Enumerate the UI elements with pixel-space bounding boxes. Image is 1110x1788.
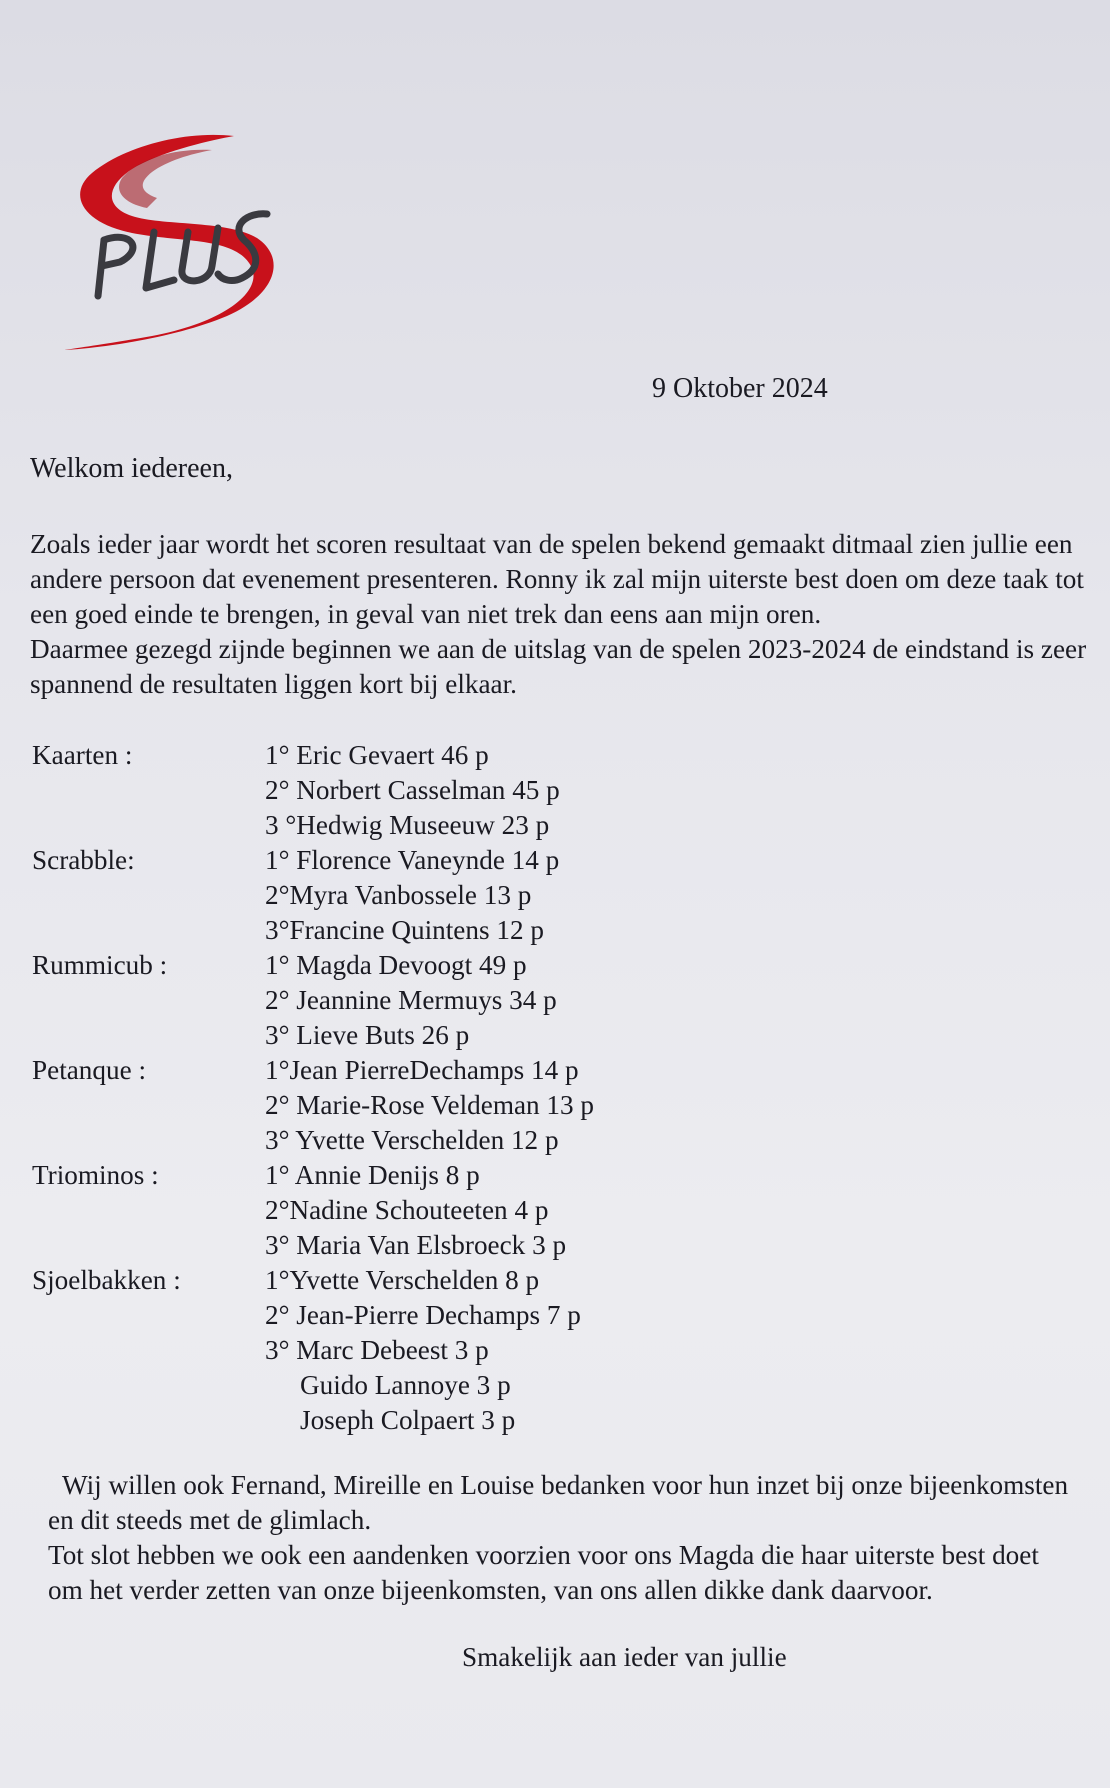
ranking-entry: 2° Norbert Casselman 45 p bbox=[265, 775, 560, 805]
ranking-entry: 1° Florence Vaneynde 14 p bbox=[265, 845, 560, 875]
result-row bbox=[30, 843, 730, 878]
ranking-entry: 1°Yvette Verschelden 8 p bbox=[265, 1265, 540, 1295]
intro-paragraph: Zoals ieder jaar wordt het scoren resultaat van de spelen bekend gemaakt ditmaal zien jullie een andere persoon dat evenement presenteren. Ronny ik zal mijn uiterste best doen om deze taak tot een goed einde te brengen, in geval van niet trek dan eens aan mijn oren. bbox=[30, 529, 1084, 629]
ranking-entry: 3° Maria Van Elsbroeck 3 p bbox=[265, 1230, 567, 1260]
result-row bbox=[30, 913, 730, 948]
result-row bbox=[30, 773, 730, 808]
result-row bbox=[30, 1263, 730, 1298]
results-list bbox=[30, 738, 730, 1438]
result-row bbox=[30, 1193, 730, 1228]
ranking-entry: 1° Annie Denijs 8 p bbox=[265, 1160, 480, 1190]
result-row bbox=[30, 1368, 730, 1403]
result-row bbox=[30, 1088, 730, 1123]
ranking-entry: Guido Lannoye 3 p bbox=[300, 1370, 511, 1400]
closing-line: Smakelijk aan ieder van jullie bbox=[462, 1642, 787, 1672]
ranking-entry: 3° Yvette Verschelden 12 p bbox=[265, 1125, 559, 1155]
ranking-entry: 3° Lieve Buts 26 p bbox=[265, 1020, 470, 1050]
intro-paragraph: Daarmee gezegd zijnde beginnen we aan de uitslag van de spelen 2023-2024 de eindstand is zeer spannend de resultaten liggen kort bij elkaar. bbox=[30, 634, 1087, 699]
ranking-entry: 1°Jean PierreDechamps 14 p bbox=[265, 1055, 579, 1085]
ranking-entry: 3° Marc Debeest 3 p bbox=[265, 1335, 489, 1365]
ranking-entry: 1° Eric Gevaert 46 p bbox=[265, 740, 489, 770]
result-row bbox=[30, 808, 730, 843]
game-category: Petanque : bbox=[32, 1055, 147, 1085]
thanks-paragraph: Wij willen ook Fernand, Mireille en Louise bedanken voor hun inzet bij onze bijeenkomsten en dit steeds met de glimlach. bbox=[48, 1470, 1069, 1535]
result-row bbox=[30, 1333, 730, 1368]
thanks-text bbox=[48, 1468, 1078, 1608]
game-category: Triominos : bbox=[32, 1160, 159, 1190]
ranking-entry: 2°Myra Vanbossele 13 p bbox=[265, 880, 532, 910]
ranking-entry: 3°Francine Quintens 12 p bbox=[265, 915, 544, 945]
ranking-entry: 2° Jean-Pierre Dechamps 7 p bbox=[265, 1300, 581, 1330]
result-row bbox=[30, 1053, 730, 1088]
game-category: Sjoelbakken : bbox=[32, 1265, 181, 1295]
result-row bbox=[30, 1018, 730, 1053]
ranking-entry: 2° Jeannine Mermuys 34 p bbox=[265, 985, 557, 1015]
letter-date: 9 Oktober 2024 bbox=[652, 373, 828, 404]
result-row bbox=[30, 1298, 730, 1333]
result-row bbox=[30, 1158, 730, 1193]
ranking-entry: 1° Magda Devoogt 49 p bbox=[265, 950, 527, 980]
logo-text: PLUS bbox=[62, 128, 65, 129]
result-row bbox=[30, 1403, 730, 1438]
game-category: Rummicub : bbox=[32, 950, 168, 980]
result-row bbox=[30, 1228, 730, 1263]
plus-logo-graphic bbox=[62, 128, 312, 353]
result-row bbox=[30, 1123, 730, 1158]
thanks-paragraph: Tot slot hebben we ook een aandenken voorzien voor ons Magda die haar uiterste best doet om het verder zetten van onze bijeenkomsten, van ons allen dikke dank daarvoor. bbox=[48, 1540, 1039, 1605]
result-row bbox=[30, 983, 730, 1018]
result-row bbox=[30, 948, 730, 983]
game-category: Scrabble: bbox=[32, 845, 135, 875]
plus-logo bbox=[62, 128, 312, 353]
result-row bbox=[30, 878, 730, 913]
intro-text bbox=[30, 527, 1090, 702]
ranking-entry: 3 °Hedwig Museeuw 23 p bbox=[265, 810, 550, 840]
ranking-entry: Joseph Colpaert 3 p bbox=[300, 1405, 516, 1435]
ranking-entry: 2° Marie-Rose Veldeman 13 p bbox=[265, 1090, 594, 1120]
game-category: Kaarten : bbox=[32, 740, 133, 770]
ranking-entry: 2°Nadine Schouteeten 4 p bbox=[265, 1195, 549, 1225]
greeting: Welkom iedereen, bbox=[30, 453, 233, 484]
result-row bbox=[30, 738, 730, 773]
